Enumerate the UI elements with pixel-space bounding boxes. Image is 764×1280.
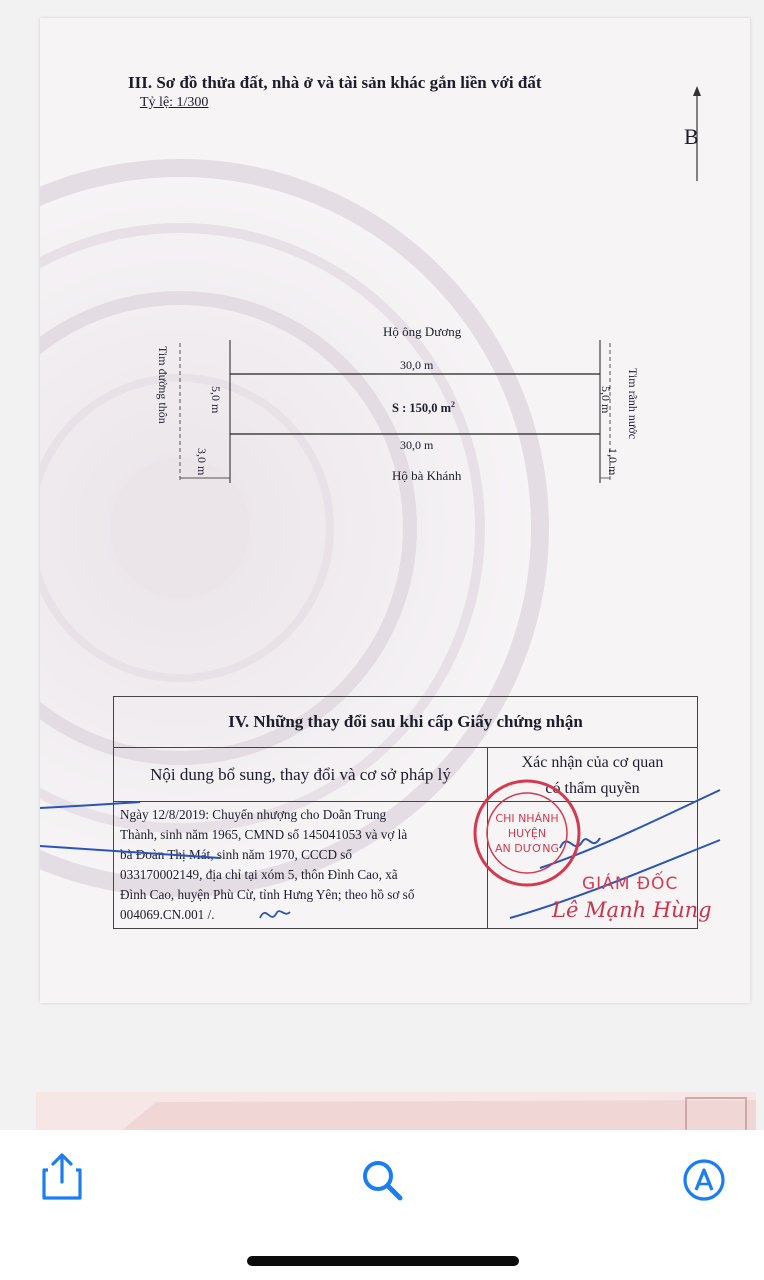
neighbor-top-label: Hộ ông Dương <box>383 324 462 339</box>
north-letter: B <box>684 124 699 149</box>
search-button[interactable] <box>358 1156 406 1204</box>
left-width-label: 5,0 m <box>209 386 223 414</box>
change-entry: Ngày 12/8/2019: Chuyển nhượng cho Doãn Trung Thành, sinh năm 1965, CMND số 145041053 và vợ là bà Đoàn Thị Mát, sinh năm 1970, CCCD số 033170002149, địa chỉ tại xóm 5, thôn Đình Cao, xã Đình Cao, huyện Phù Cừ, tỉnh Hưng Yên; theo hồ sơ số 004069.CN.001 /. <box>120 807 415 922</box>
svg-text:HUYỆN: HUYỆN <box>507 827 547 840</box>
right-offset-label: 1,0 m <box>606 448 620 476</box>
section-3-heading: III. Sơ đồ thửa đất, nhà ở và tài sản khác gắn liền với đất <box>128 73 542 92</box>
content-column-header: Nội dung bổ sung, thay đổi và cơ sở pháp lý <box>114 748 488 802</box>
right-ditch-label: Tim rãnh nước <box>626 368 640 440</box>
plot-diagram <box>40 318 750 518</box>
markup-icon <box>682 1158 726 1202</box>
area-label: S : 150,0 $m^2$ <box>392 400 456 416</box>
next-page-pattern <box>36 1092 756 1130</box>
home-indicator[interactable] <box>247 1256 519 1266</box>
top-length-label: 30,0 m <box>400 358 434 372</box>
neighbor-bottom-label: Hộ bà Khánh <box>392 468 462 483</box>
share-button[interactable] <box>38 1152 86 1200</box>
search-icon <box>360 1158 404 1202</box>
right-width-label: 5,0 m <box>599 386 613 414</box>
left-road-label: Tim đường thôn <box>156 346 170 424</box>
document-page <box>40 18 750 1003</box>
bottom-length-label: 30,0 m <box>400 438 434 452</box>
markup-button[interactable] <box>680 1156 728 1204</box>
scale-label: Tỷ lệ: 1/300 <box>140 95 209 110</box>
next-page-preview[interactable] <box>36 1092 756 1130</box>
left-offset-label: 3,0 m <box>195 448 209 476</box>
share-icon <box>40 1152 84 1200</box>
signer-name: Lê Mạnh Hùng <box>552 898 712 922</box>
official-stamp-seal <box>472 778 582 888</box>
svg-text:CHI NHÁNH: CHI NHÁNH <box>495 812 559 825</box>
section-4-title: IV. Những thay đổi sau khi cấp Giấy chứng nhận <box>114 697 697 748</box>
svg-text:AN DƯƠNG: AN DƯƠNG <box>495 842 559 855</box>
confirmation-column-header: Xác nhận của cơ quan có thẩm quyền <box>488 748 697 802</box>
signer-title: GIÁM ĐỐC <box>582 874 679 894</box>
